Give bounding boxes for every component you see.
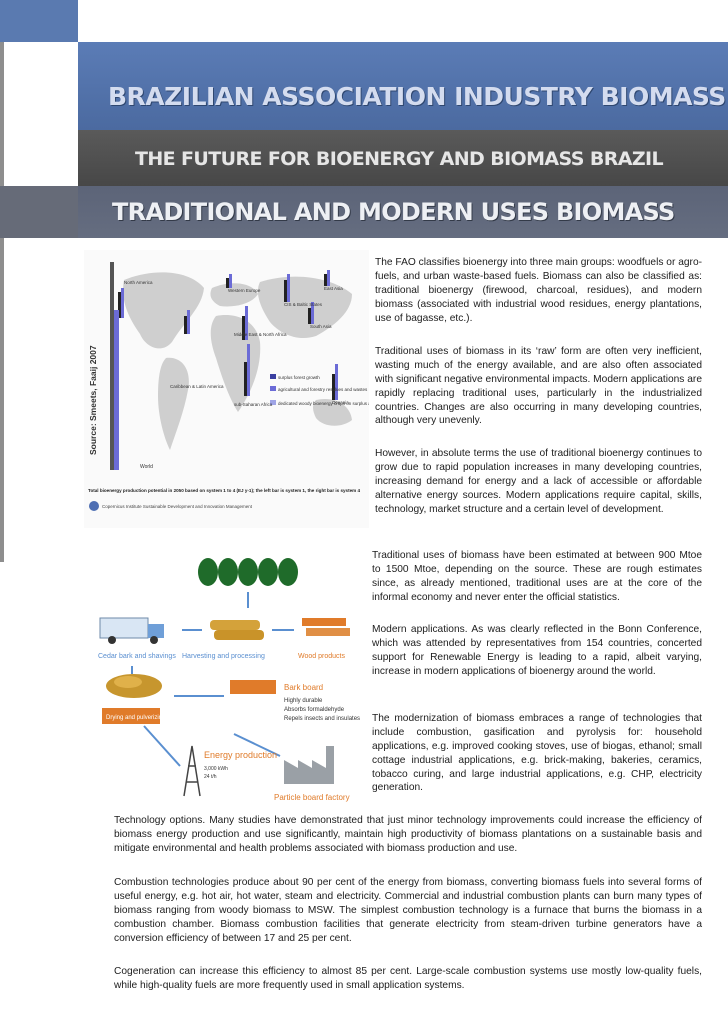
region-label: Oceania (332, 400, 349, 405)
paragraph-traditional-estimates: Traditional uses of biomass have been estimated at between 900 Mtoe to 1500 Mtoe, depending on the source. These are rough estimates since, as already mentioned, traditional uses are at the core of the informal economy and never enter the official statistics. (372, 550, 702, 603)
bark-board-bullet: Highly durable (284, 698, 323, 704)
bioenergy-potential-map-figure (84, 250, 369, 528)
page-subtitle: THE FUTURE FOR BIOENERGY AND BIOMASS BRAZIL (135, 148, 664, 170)
drying-label: Drying and pulverizing (106, 715, 166, 721)
legend-label-2: agricultural and forestry residues and wastes (278, 387, 368, 392)
paragraph-cogeneration: Cogeneration can increase this efficiency to almost 85 per cent. Large-scale combustion systems use mostly low-quality fuels, while high-quality fuels are more frequently used in small application systems. (114, 966, 702, 991)
page-title: BRAZILIAN ASSOCIATION INDUSTRY BIOMASS (108, 82, 726, 111)
region-label: sub-Saharan Africa (234, 402, 273, 407)
wood-chips-icon (106, 674, 162, 698)
bark-board-label: Bark board (284, 683, 324, 692)
world-map-image (84, 250, 369, 528)
tree-icons (198, 558, 298, 586)
region-label: North America (124, 280, 153, 285)
paragraph-technology-options: Technology options. Many studies have demonstrated that just minor technology improvements could increase the efficiency of biomass energy production and use significantly, maintain high productivity of biomass plantations on a sustainable basis and mitigate environmental and health problems associated with biomass production and use. (114, 815, 702, 854)
factory-label: Particle board factory (274, 793, 350, 802)
energy-th-label: 24 t/h (204, 774, 217, 780)
paragraph-modernization: The modernization of biomass embraces a range of technologies that include combustion, gasification and pyrolysis for: household applications, e.g. improved cooking stoves, use of biogas, ethanol; small cottage industrial applications, e.g. brick-making, bakeries, ceramics, tobacco curing, and large industrial applications, e.g. CHP, electricity generation. (372, 713, 702, 794)
paragraph-fao-classification: The FAO classifies bioenergy into three main groups: woodfuels or agro-fuels, and urban waste-based fuels. Biomass can also be classified as: traditional bioenergy (firewood, charcoal, residues), and modern biomass (associated with industrial wood residues, energy plantations, use of bagasse, etc.). (375, 257, 702, 324)
region-label: Western Europe (228, 288, 261, 293)
section-title: TRADITIONAL AND MODERN USES BIOMASS (112, 198, 675, 226)
section-band-left (0, 186, 78, 238)
region-label: Caribbean & Latin America (170, 384, 224, 389)
legend-label-1: surplus forest growth (278, 375, 320, 380)
bark-board-bullet: Repels insects and insulates (284, 716, 361, 722)
region-label: South Asia (310, 324, 332, 329)
energy-kwh-label: 3,000 kWh (204, 766, 228, 772)
institute-logo-icon (89, 501, 99, 511)
harvest-label: Harvesting and processing (182, 653, 265, 660)
biomass-process-figure (84, 546, 364, 806)
paragraph-traditional-uses: Traditional uses of biomass in its ‘raw’ form are often very inefficient, wasting much of the energy available, and are also often associated with significant negative environmental impacts. Modern applications are rapidly replacing traditional uses, particularly in the industrialized countries. Changes are also occurring in many developing countries, although very unevenly. (375, 346, 702, 427)
process-diagram-image (84, 546, 364, 806)
map-caption: Total bioenergy production potential in 2050 based on system 1 to 4 (EJ y-1); the left bar is system 1, the right bar is system 4 (88, 489, 369, 494)
wood-products-label: Wood products (298, 653, 345, 660)
paragraph-modern-applications: Modern applications. As was clearly reflected in the Bonn Conference, which was attended by representatives from 154 countries, concerted support for Renewable Energy is leading to a rapid, albeit varying, increase in modern applications of bioenergy around the world. (372, 624, 702, 677)
bark-board-icon (230, 680, 276, 694)
bark-board-bullet: Absorbs formaldehyde (284, 707, 345, 713)
institute-logo-text: Copernicus Institute Sustainable Development and Innovation Management (102, 504, 253, 509)
paragraph-absolute-terms: However, in absolute terms the use of traditional bioenergy continues to grow due to rapid population increases in many developing countries, increasing demand for energy and a lack of accessible or affordable alternative energy sources. Modern applications require capital, skills, technology, market structure and a certain level of development. (375, 448, 702, 515)
paragraph-combustion: Combustion technologies produce about 90 per cent of the energy from biomass, converting biomass fuels into several forms of useful energy, e.g. hot air, hot water, steam and electricity. Commercial and industrial combustion plants can burn many types of biomass ranging from woody biomass to MSW. The simplest combustion technology is a furnace that burns the biomass in a combustion chamber. Biomass combustion facilities that generate electricity from steam-driven turbine generators have a conversion efficiency of between 17 and 25 per cent. (114, 877, 702, 944)
region-label: East Asia (324, 286, 343, 291)
region-label: CIS & Baltic States (284, 302, 323, 307)
map-source-label: Source: Smeets, Faaij 2007 (88, 345, 98, 455)
map-legend (270, 374, 276, 405)
decorative-corner-block (0, 0, 78, 42)
legend-label-3: dedicated woody bioenergy crops on surplus (278, 401, 368, 406)
energy-label: Energy production (204, 750, 278, 760)
cedar-label: Cedar bark and shavings (98, 653, 176, 660)
region-label: World (140, 464, 153, 470)
log-pile-icon (210, 620, 264, 640)
decorative-side-bar (0, 42, 4, 562)
region-label: Middle East & North Africa (234, 332, 287, 337)
